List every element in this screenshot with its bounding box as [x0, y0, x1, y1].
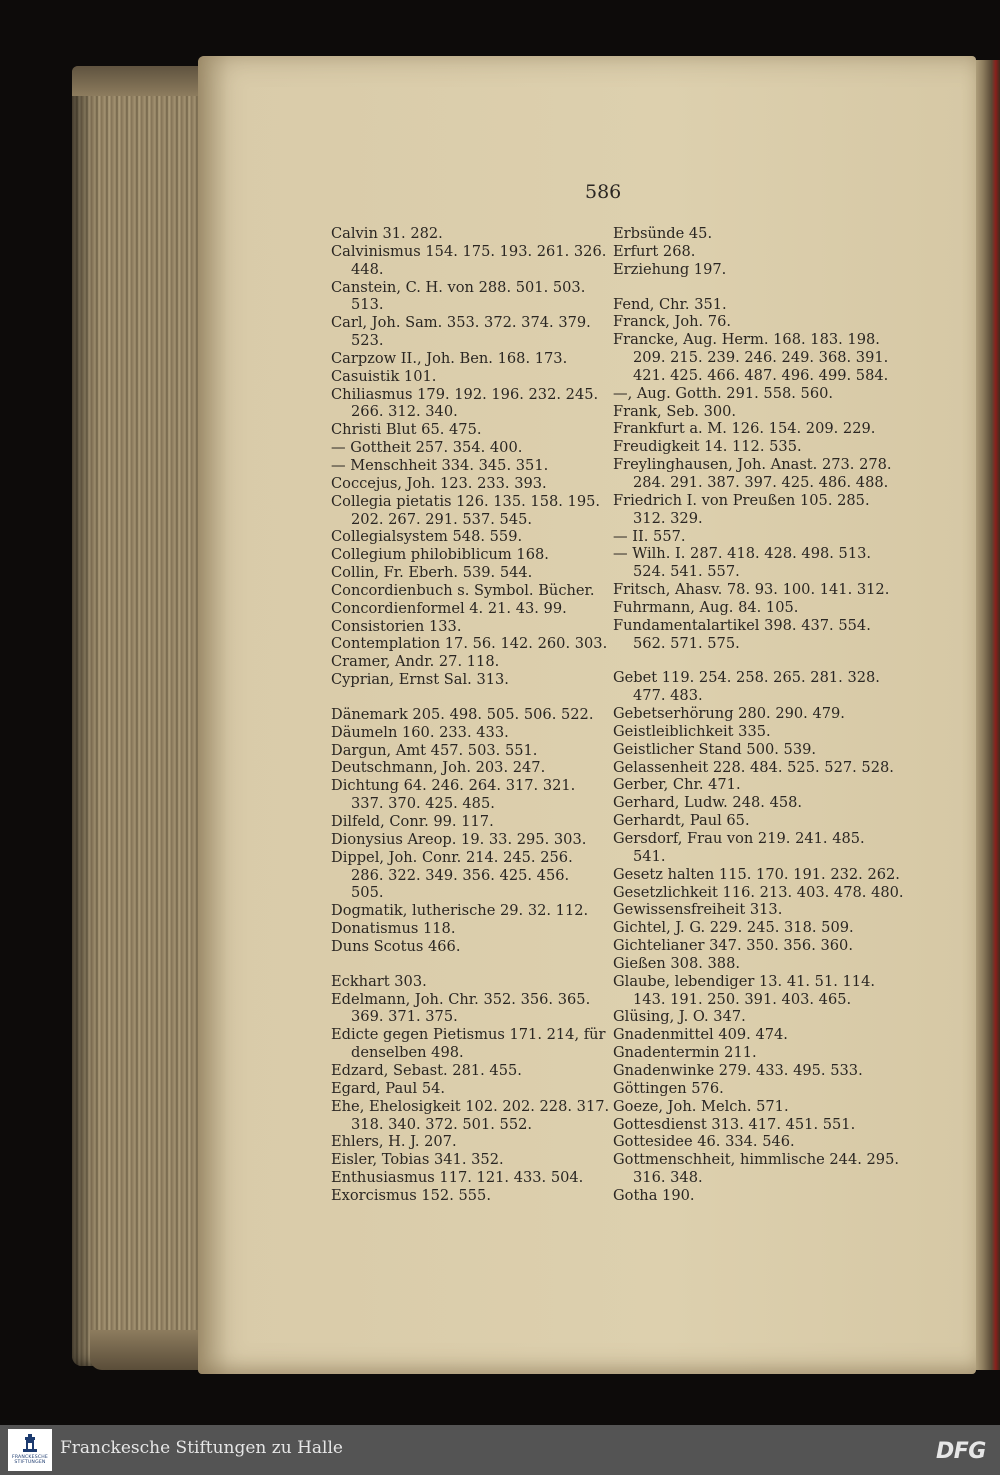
- index-entry: Canstein, C. H. von 288. 501. 503.: [331, 278, 586, 296]
- index-entry: Casuistik 101.: [331, 367, 437, 385]
- index-entry: Collegium philobiblicum 168.: [331, 546, 549, 564]
- index-entry: Concordienformel 4. 21. 43. 99.: [331, 599, 567, 617]
- index-entry: Cyprian, Ernst Sal. 313.: [331, 671, 509, 689]
- index-entry: 505.: [351, 884, 384, 902]
- index-entry: Dänemark 205. 498. 505. 506. 522.: [331, 705, 594, 723]
- index-entry: Gerhardt, Paul 65.: [613, 812, 750, 830]
- index-entry: Collegia pietatis 126. 135. 158. 195.: [331, 492, 601, 510]
- index-entry: Gebet 119. 254. 258. 265. 281. 328.: [613, 669, 880, 687]
- index-entry: Exorcismus 152. 555.: [331, 1186, 491, 1204]
- index-entry: 337. 370. 425. 485.: [351, 795, 495, 813]
- index-column-right: [613, 225, 904, 1205]
- franckesche-logo[interactable]: [8, 1429, 52, 1471]
- index-entry: Dargun, Amt 457. 503. 551.: [331, 741, 538, 759]
- index-entry: Calvin 31. 282.: [331, 225, 443, 242]
- index-entry: Gichtel, J. G. 229. 245. 318. 509.: [613, 919, 854, 937]
- index-entry: Enthusiasmus 117. 121. 433. 504.: [331, 1169, 584, 1187]
- dfg-logo[interactable]: DFG: [936, 1439, 986, 1464]
- index-entry: Goeze, Joh. Melch. 571.: [613, 1097, 789, 1115]
- index-entry: Deutschmann, Joh. 203. 247.: [331, 759, 546, 777]
- index-entry: 202. 267. 291. 537. 545.: [351, 510, 533, 528]
- index-entry: Fuhrmann, Aug. 84. 105.: [613, 598, 799, 616]
- index-entry: Glüsing, J. O. 347.: [613, 1008, 746, 1026]
- book-bottom-edge: [90, 1330, 210, 1370]
- index-entry: 448.: [351, 260, 384, 278]
- index-entry: Eckhart 303.: [331, 972, 427, 990]
- index-entry: Carl, Joh. Sam. 353. 372. 374. 379.: [331, 314, 591, 332]
- logo-text: FRANCKESCHE STIFTUNGEN: [11, 1455, 49, 1466]
- index-entry: Glaube, lebendiger 13. 41. 51. 114.: [613, 972, 876, 990]
- index-entry: Gnadenwinke 279. 433. 495. 533.: [613, 1061, 863, 1079]
- index-entry: Christi Blut 65. 475.: [331, 421, 482, 439]
- index-entry: Gelassenheit 228. 484. 525. 527. 528.: [613, 758, 894, 776]
- index-entry: Gerber, Chr. 471.: [613, 776, 741, 794]
- index-entry: Consistorien 133.: [331, 617, 462, 635]
- index-entry: Dilfeld, Conr. 99. 117.: [331, 813, 494, 830]
- index-entry: Däumeln 160. 233. 433.: [331, 723, 509, 741]
- index-entry: Edicte gegen Pietismus 171. 214, für: [331, 1026, 606, 1044]
- index-entry: Duns Scotus 466.: [331, 937, 461, 955]
- index-entry: —, Aug. Gotth. 291. 558. 560.: [613, 384, 834, 402]
- index-entry: Gesetzlichkeit 116. 213. 403. 478. 480.: [613, 883, 904, 901]
- index-entry: Edzard, Sebast. 281. 455.: [331, 1061, 522, 1079]
- index-entry: 143. 191. 250. 391. 403. 465.: [633, 990, 852, 1008]
- index-entry: Chiliasmus 179. 192. 196. 232. 245.: [331, 385, 599, 403]
- index-entry: Freudigkeit 14. 112. 535.: [613, 438, 802, 456]
- index-entry: Ehlers, H. J. 207.: [331, 1133, 457, 1151]
- index-entry: 369. 371. 375.: [351, 1008, 458, 1026]
- index-entry: Gnadenmittel 409. 474.: [613, 1026, 788, 1044]
- index-entry: Freylinghausen, Joh. Anast. 273. 278.: [613, 456, 892, 474]
- index-entry: Gießen 308. 388.: [613, 954, 741, 972]
- index-entry: Erfurt 268.: [613, 242, 696, 260]
- index-entry: Concordienbuch s. Symbol. Bücher.: [331, 581, 595, 599]
- index-entry: Friedrich I. von Preußen 105. 285.: [613, 491, 870, 509]
- index-entry: Gerhard, Ludw. 248. 458.: [613, 794, 803, 812]
- index-entry: Frank, Seb. 300.: [613, 402, 737, 420]
- index-entry: 513.: [351, 296, 384, 314]
- index-entry: Coccejus, Joh. 123. 233. 393.: [331, 474, 547, 492]
- institution-emblem-icon: [23, 1434, 37, 1452]
- index-entry: Frankfurt a. M. 126. 154. 209. 229.: [613, 420, 876, 438]
- index-entry: 477. 483.: [633, 687, 703, 705]
- index-entry: Fritsch, Ahasv. 78. 93. 100. 141. 312.: [613, 581, 890, 599]
- index-entry: Eisler, Tobias 341. 352.: [331, 1151, 504, 1169]
- viewer-footer: [0, 1425, 1000, 1475]
- index-entry: 524. 541. 557.: [633, 563, 740, 581]
- index-entry: Gottesidee 46. 334. 546.: [613, 1133, 795, 1151]
- index-entry: Ehe, Ehelosigkeit 102. 202. 228. 317.: [331, 1097, 610, 1115]
- index-entry: Dichtung 64. 246. 264. 317. 321.: [331, 777, 576, 795]
- index-entry: Francke, Aug. Herm. 168. 183. 198.: [613, 331, 880, 349]
- index-entry: 312. 329.: [633, 509, 703, 527]
- index-entry: Fundamentalartikel 398. 437. 554.: [613, 616, 871, 634]
- index-entry: — Gottheit 257. 354. 400.: [331, 439, 523, 457]
- index-entry: 421. 425. 466. 487. 496. 499. 584.: [633, 366, 889, 384]
- index-entry: Egard, Paul 54.: [331, 1079, 446, 1097]
- index-entry: Gottmenschheit, himmlische 244. 295.: [613, 1151, 899, 1169]
- index-entry: Geistleiblichkeit 335.: [613, 722, 771, 740]
- index-entry: Dogmatik, lutherische 29. 32. 112.: [331, 902, 589, 920]
- index-entry: Gichtelianer 347. 350. 356. 360.: [613, 937, 853, 955]
- index-entry: 318. 340. 372. 501. 552.: [351, 1115, 533, 1133]
- index-entry: Geistlicher Stand 500. 539.: [613, 740, 817, 758]
- index-entry: Calvinismus 154. 175. 193. 261. 326.: [331, 242, 607, 260]
- index-entry: Gotha 190.: [613, 1186, 695, 1204]
- index-entry: Carpzow II., Joh. Ben. 168. 173.: [331, 349, 568, 367]
- index-entry: 316. 348.: [633, 1169, 703, 1187]
- index-entry: 562. 571. 575.: [633, 634, 740, 652]
- index-entry: — II. 557.: [613, 527, 686, 545]
- index-entry: Contemplation 17. 56. 142. 260. 303.: [331, 635, 608, 653]
- index-entry: 541.: [633, 847, 666, 865]
- index-entry: 523.: [351, 332, 384, 350]
- index-entry: 286. 322. 349. 356. 425. 456.: [351, 866, 570, 884]
- index-entry: Gnadentermin 211.: [613, 1044, 757, 1062]
- index-entry: 209. 215. 239. 246. 249. 368. 391.: [633, 349, 889, 367]
- index-entry: Cramer, Andr. 27. 118.: [331, 653, 500, 671]
- index-entry: Collin, Fr. Eberh. 539. 544.: [331, 564, 533, 582]
- index-entry: Franck, Joh. 76.: [613, 313, 732, 331]
- index-entry: Erziehung 197.: [613, 260, 727, 278]
- index-entry: Dionysius Areop. 19. 33. 295. 303.: [331, 830, 587, 848]
- index-entry: Gesetz halten 115. 170. 191. 232. 262.: [613, 865, 900, 883]
- index-entry: — Wilh. I. 287. 418. 428. 498. 513.: [613, 545, 872, 563]
- index-entry: Gebetserhörung 280. 290. 479.: [613, 705, 845, 723]
- index-entry: 266. 312. 340.: [351, 403, 458, 421]
- page-number: 586: [585, 181, 622, 203]
- index-entry: Collegialsystem 548. 559.: [331, 528, 523, 546]
- footer-title[interactable]: Franckesche Stiftungen zu Halle: [60, 1438, 343, 1458]
- index-entry: Erbsünde 45.: [613, 225, 713, 242]
- index-entry: Fend, Chr. 351.: [613, 295, 727, 313]
- index-entry: Göttingen 576.: [613, 1079, 724, 1097]
- index-entry: Gewissensfreiheit 313.: [613, 901, 783, 919]
- book-right-edge: [972, 60, 1000, 1370]
- index-entry: 284. 291. 387. 397. 425. 486. 488.: [633, 473, 889, 491]
- index-entry: denselben 498.: [351, 1044, 464, 1062]
- index-entry: Donatismus 118.: [331, 920, 456, 938]
- index-entry: Gottesdienst 313. 417. 451. 551.: [613, 1115, 856, 1133]
- index-column-left: [331, 225, 611, 1205]
- index-entry: Dippel, Joh. Conr. 214. 245. 256.: [331, 848, 573, 866]
- index-entry: Edelmann, Joh. Chr. 352. 356. 365.: [331, 990, 591, 1008]
- index-entry: Gersdorf, Frau von 219. 241. 485.: [613, 830, 865, 847]
- index-entry: — Menschheit 334. 345. 351.: [331, 456, 549, 474]
